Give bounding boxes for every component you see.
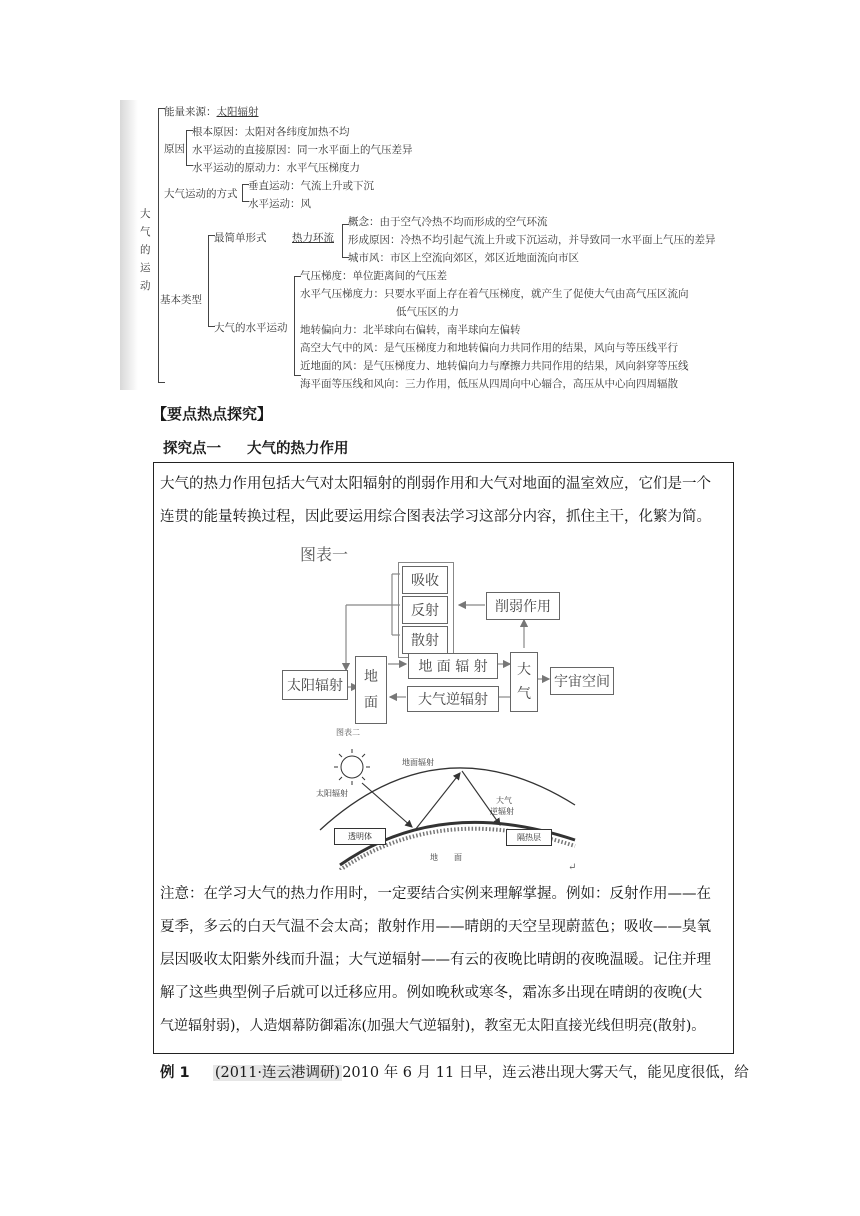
section-heading: 【要点热点探究】	[152, 405, 273, 423]
horizontal-item: 地转偏向力：北半球向右偏转，南半球向左偏转	[300, 324, 521, 336]
box-sun-radiation: 太阳辐射	[282, 670, 348, 700]
cause-label: 原因	[164, 143, 185, 155]
note-line: 夏季，多云的白天气温不会太高；散射作用——晴朗的天空呈现蔚蓝色；吸收——臭氧	[160, 919, 711, 935]
note-line: 气逆辐射弱)，人造烟幕防御霜冻(加强大气逆辐射)，教室无太阳直接光线但明亮(散射)。	[160, 1018, 706, 1034]
simplest-item: 概念：由于空气冷热不均而形成的空气环流	[348, 216, 548, 228]
note-line: 解了这些典型例子后就可以迁移应用。例如晚秋或寒冬，霜冻多出现在晴朗的夜晚(大	[160, 985, 703, 1001]
cause-bracket	[186, 130, 187, 166]
box-atmosphere	[510, 652, 538, 712]
thermal-circulation: 热力环流	[292, 232, 334, 244]
box-absorb: 吸收	[402, 566, 448, 594]
concept-map	[120, 100, 750, 395]
intro-line: 连贯的能量转换过程，因此要运用综合图表法学习这部分内容，抓住主干，化繁为简。	[160, 509, 711, 525]
modes-label: 大气运动的方式	[164, 188, 238, 200]
basic-label: 基本类型	[160, 294, 202, 306]
chart1-title: 图表一	[300, 545, 349, 564]
basic-bracket	[208, 235, 209, 327]
horizontal-item: 高空大气中的风：是气压梯度力和地转偏向力共同作用的结果，风向与等压线平行	[300, 342, 678, 354]
cause-item: 水平运动的直接原因：同一水平面上的气压差异	[192, 144, 413, 156]
atmo-char-b: 气	[517, 686, 531, 702]
box-ground-radiation: 地 面 辐 射	[408, 653, 498, 679]
subheading	[163, 437, 349, 458]
example-label: 例 1	[160, 1065, 190, 1081]
horizontal-label: 大气的水平运动	[214, 322, 288, 334]
example-line	[160, 1061, 749, 1082]
label-insulation: 隔热层	[506, 829, 552, 846]
simplest-label: 最简单形式	[214, 232, 267, 244]
ground-char-a: 地	[364, 669, 378, 685]
cause-item: 水平运动的原动力：水平气压梯度力	[192, 162, 360, 174]
label-ground: 地 面	[430, 853, 462, 862]
intro-line: 大气的热力作用包括大气对太阳辐射的削弱作用和大气对地面的温室效应，它们是一个	[160, 476, 711, 492]
label-sun-radiation: 太阳辐射	[316, 789, 348, 798]
label-counter-a: 大气	[496, 796, 512, 805]
subheading-title: 大气的热力作用	[247, 441, 349, 457]
horizontal-item: 气压梯度：单位距离间的气压差	[300, 270, 447, 282]
box-scatter: 散射	[402, 626, 448, 654]
chart2-title: 图表二	[336, 728, 360, 737]
atmo-char-a: 大	[517, 662, 531, 678]
note-line: 注意：在学习大气的热力作用时，一定要结合实例来理解掌握。例如：反射作用——在	[160, 886, 711, 902]
horizontal-item: 海平面等压线和风向：三力作用，低压从四周向中心辐合，高压从中心向四周辐散	[300, 378, 678, 390]
energy-row	[164, 104, 259, 119]
modes-item: 水平运动：风	[248, 198, 311, 210]
horizontal-bracket	[294, 276, 295, 376]
modes-bracket	[242, 184, 243, 202]
cause-item: 根本原因：太阳对各纬度加热不均	[192, 126, 350, 138]
horizontal-item: 近地面的风：是气压梯度力、地转偏向力与摩擦力共同作用的结果，风向斜穿等压线	[300, 360, 689, 372]
sun-icon	[334, 749, 370, 785]
example-source: (2011·连云港调研)	[214, 1065, 341, 1081]
box-counter-radiation: 大气逆辐射	[407, 686, 499, 712]
subheading-num: 探究点一	[163, 441, 221, 457]
label-counter-b: 逆辐射	[490, 807, 514, 816]
root-label: 大气的运动	[140, 208, 151, 292]
box-weaken: 削弱作用	[486, 592, 560, 620]
bracket-group	[398, 562, 454, 658]
energy-label: 能量来源：	[164, 106, 217, 118]
horizontal-item: 低气压区的力	[396, 306, 459, 318]
simplest-item: 形成原因：冷热不均引起气流上升或下沉运动，并导致同一水平面上气压的差异	[348, 234, 716, 246]
example-text: 2010 年 6 月 11 日早，连云港出现大雾天气，能见度很低，给	[342, 1065, 749, 1081]
horizontal-item: 水平气压梯度力：只要水平面上存在着气压梯度，就产生了促使大气由高气压区流向	[300, 288, 689, 300]
simplest-item: 城市风：市区上空流向郊区，郊区近地面流向市区	[348, 252, 579, 264]
box-reflect: 反射	[402, 596, 448, 624]
note-line: 层因吸收太阳紫外线而升温；大气逆辐射——有云的夜晚比晴朗的夜晚温暖。记住并理	[160, 952, 711, 968]
scan-edge	[120, 100, 138, 390]
box-space: 宇宙空间	[550, 667, 614, 695]
simplest-bracket	[342, 224, 343, 258]
energy-value: 太阳辐射	[216, 106, 259, 118]
label-ground-radiation: 地面辐射	[402, 758, 434, 767]
modes-item: 垂直运动：气流上升或下沉	[248, 180, 374, 192]
root-bracket	[158, 108, 159, 383]
ground-char-b: 面	[364, 695, 378, 711]
return-mark: ↵	[568, 862, 577, 873]
box-ground	[355, 656, 387, 724]
label-transparent: 透明体	[334, 828, 386, 845]
